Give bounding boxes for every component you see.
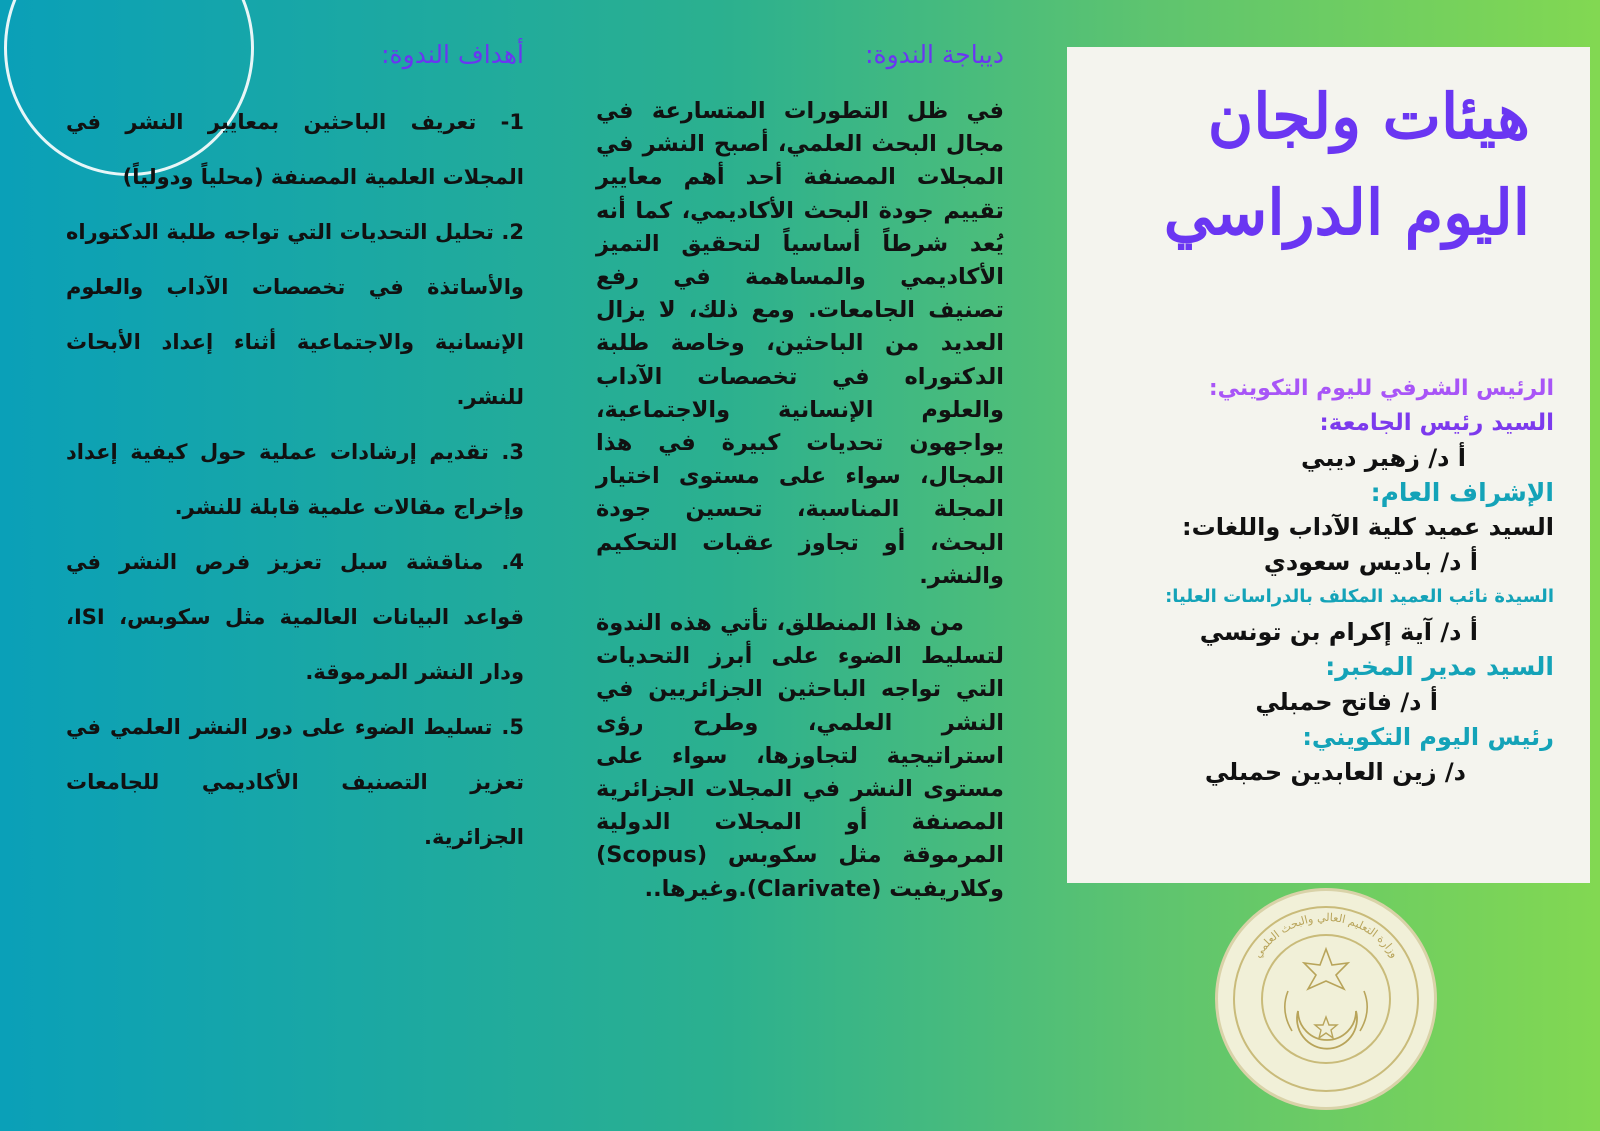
committee-member-name: أ د/ زهير ديبي bbox=[1301, 444, 1466, 472]
preamble-paragraph-1: في ظل التطورات المتسارعة في مجال البحث العلمي، أصبح النشر في المجلات المصنفة أحد أهم معايير تقييم جودة البحث الأكاديمي، كما أنه يُعد شرطاً أساسياً لتحقيق التميز الأكاديمي والمساهمة في رفع تصنيف الجامعات. ومع ذلك، لا يزال العديد من الباحثين، وخاصة طلبة الدكتوراه في تخصصات الآداب والعلوم الإنسانية والاجتماعية، يواجهون تحديات كبيرة في هذا المجال، سواء على مستوى اختيار المجلة المناسبة، تحسين جودة البحث، أو تجاوز عقبات التحكيم والنشر. bbox=[596, 98, 1004, 589]
committee-role: الإشراف العام: bbox=[1370, 478, 1554, 507]
committee-role: السيد رئيس الجامعة: bbox=[1319, 410, 1554, 436]
committee-member-name: أ د/ باديس سعودي bbox=[1263, 548, 1478, 576]
committee-role: السيدة نائب العميد المكلف بالدراسات العليا: bbox=[1165, 586, 1554, 607]
goal-item: 2. تحليل التحديات التي تواجه طلبة الدكتوراه والأساتذة في تخصصات الآداب والعلوم الإنسانية والاجتماعية أثناء إعداد الأبحاث للنشر. bbox=[66, 220, 524, 409]
panel-title bbox=[1110, 69, 1530, 261]
goal-item: 5. تسليط الضوء على دور النشر العلمي في تعزيز التصنيف الأكاديمي للجامعات الجزائرية. bbox=[66, 715, 524, 849]
committee-member-name: أ د/ فاتح حمبلي bbox=[1255, 688, 1438, 716]
preamble-column bbox=[596, 40, 1004, 906]
committee-member-name: أ د/ آية إكرام بن تونسي bbox=[1199, 618, 1478, 646]
panel-title-line-2: اليوم الدراسي bbox=[1163, 176, 1530, 249]
goals-list bbox=[66, 95, 524, 865]
committee-role: رئيس اليوم التكويني: bbox=[1302, 723, 1554, 751]
committee-role: السيد عميد كلية الآداب واللغات: bbox=[1182, 513, 1554, 541]
ministry-seal-icon bbox=[1215, 888, 1437, 1110]
seal-graphic bbox=[1218, 891, 1434, 1107]
goals-heading: أهداف الندوة: bbox=[381, 40, 524, 69]
committee-role: الرئيس الشرفي لليوم التكويني: bbox=[1208, 376, 1554, 401]
committees-panel bbox=[1067, 47, 1590, 883]
committee-list bbox=[1074, 372, 1554, 790]
committee-role: السيد مدير المخبر: bbox=[1325, 652, 1554, 681]
panel-title-line-1: هيئات ولجان bbox=[1207, 80, 1530, 153]
preamble-heading: ديباجة الندوة: bbox=[865, 40, 1004, 69]
seal-text: وزارة التعليم العالي والبحث العلمي bbox=[1250, 910, 1402, 961]
committee-member-name: د/ زين العابدين حمبلي bbox=[1204, 758, 1466, 786]
goal-item: 3. تقديم إرشادات عملية حول كيفية إعداد وإخراج مقالات علمية قابلة للنشر. bbox=[66, 440, 524, 519]
goal-item: 4. مناقشة سبل تعزيز فرص النشر في قواعد البيانات العالمية مثل سكوبس، ISI، ودار النشر المرموقة. bbox=[66, 550, 524, 684]
goals-column bbox=[66, 40, 524, 865]
goal-item: 1- تعريف الباحثين بمعايير النشر في المجلات العلمية المصنفة (محلياً ودولياً) bbox=[66, 110, 524, 189]
preamble-paragraph-2: من هذا المنطلق، تأتي هذه الندوة لتسليط الضوء على أبرز التحديات التي تواجه الباحثين الجزائريين في النشر العلمي، وطرح رؤى استراتيجية لتجاوزها، سواء على مستوى النشر في المجلات الجزائرية المصنفة أو المجلات الدولية المرموقة مثل سكوبس (Scopus) وكلاريفيت (Clarivate).وغيرها.. bbox=[596, 610, 1004, 902]
